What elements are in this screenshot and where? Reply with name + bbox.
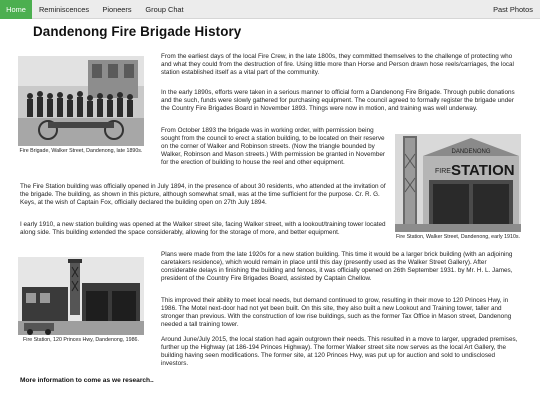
page-title: Dandenong Fire Brigade History bbox=[33, 24, 242, 39]
station-sign-big-text: STATION bbox=[451, 162, 515, 179]
history-paragraph: I early 1910, a new station building was opened at the Walker street site, facing Walker street, with a lookout/training tower located along side. This building extended the space considerably, allowing for the storage of more, and better equipment. bbox=[20, 221, 386, 237]
history-paragraph: Around June/July 2015, the local station had again outgrown their needs. This resulted in a move to larger, upgraded premises, further up the Highway (at 186-194 Princes Highway). The former Walker street site now serves as the local Art Gallery, the building having seen modifications. The former site, at 120 Princes Hwy, was put up for auction and sold to undisclosed investors. bbox=[161, 336, 518, 368]
history-paragraph: From the earliest days of the local Fire Crew, in the late 1800s, they committed themselves to the challenge of protecting who and what they could from the destruction of fire. Using little more than Horse and Person drawn hose reels/carriages, the local station established itself as a vital part of the community. bbox=[161, 53, 514, 77]
fire-station-photo[interactable] bbox=[395, 134, 521, 232]
figure-caption: Fire Station, Walker Street, Dandenong, early 1910s. bbox=[395, 234, 521, 240]
nav-home-link[interactable]: Home bbox=[0, 0, 32, 19]
figure-station-1910s bbox=[395, 134, 523, 250]
modern-station-photo[interactable] bbox=[18, 257, 144, 335]
nav-group-chat-link[interactable]: Group Chat bbox=[145, 5, 184, 14]
nav-past-photos-link[interactable]: Past Photos bbox=[493, 5, 533, 14]
brigade-group-photo[interactable] bbox=[18, 56, 144, 146]
history-paragraph: In the early 1890s, efforts were taken in a serious manner to official form a Dandenong Fire Brigade. Through public donations and the such, funds were slowly gathered for purchasing equipment. The council agreed to formally register the brigade under the Country Fire Brigades Board in November 1893. Things were now in motion, and training was well underway. bbox=[161, 89, 515, 113]
station-sign-top-text: DANDENONG bbox=[451, 149, 491, 155]
figure-station-1986 bbox=[18, 257, 146, 357]
nav-pioneers-link[interactable]: Pioneers bbox=[102, 5, 132, 14]
history-paragraph: The Fire Station building was officially opened in July 1894, in the presence of about 30 residents, who attended at the invitation of the brigade. The building, as shown in this picture, although somewhat small, was at the time sufficient for the purpose. Cr. R. G. Keys, at the wish of Captain Fox, officially declared the building open on 27th July 1894. bbox=[20, 183, 386, 207]
history-paragraph-wrap bbox=[161, 127, 385, 167]
station-sign-small-text: FIRE bbox=[435, 168, 451, 175]
figure-caption: Fire Brigade, Walker Street, Dandenong, late 1890s. bbox=[19, 148, 143, 154]
more-info-note: More information to come as we research.. bbox=[20, 377, 154, 384]
history-paragraph: From October 1893 the brigade was in working order, with permission being sought from the council to erect a station building, to be located on their reserve on the corner of Walker and Robinson streets. (Now the triangle bounded by Walker, Robinson and Mason streets.) With permission be granted in November for the erection of building to house the reel and other equipment. bbox=[161, 127, 386, 167]
nav-reminiscences-link[interactable]: Reminiscences bbox=[38, 5, 90, 14]
figure-caption: Fire Station, 120 Princes Hwy, Dandenong, 1986. bbox=[23, 337, 139, 343]
history-paragraph: This improved their ability to meet local needs, but demand continued to grow, resulting in their move to 120 Princes Hwy, in 1986. The Motel next-door had not yet been built. On this site, they also built a new Lookout and Training tower, taller and stronger than previous. With the construction of low rise buildings, such as the former Tax Office in Mason street, Dandenong needed a tall training tower. bbox=[161, 297, 512, 329]
top-navbar bbox=[0, 0, 540, 19]
history-paragraph: Plans were made from the late 1920s for a new station building. This time it would be a larger brick building (with an adjoining caretakers residence), which would remain in place until this day (presently used as the Walker Street Gallery). After considerable delays in finishing the building and fences, it was officially opened on 26th September 1931. by Mr. H. L. James, president of the Country Fire Brigades Board, assisted by Captain Chellow. bbox=[161, 251, 513, 283]
figure-brigade-1890s bbox=[18, 56, 146, 164]
